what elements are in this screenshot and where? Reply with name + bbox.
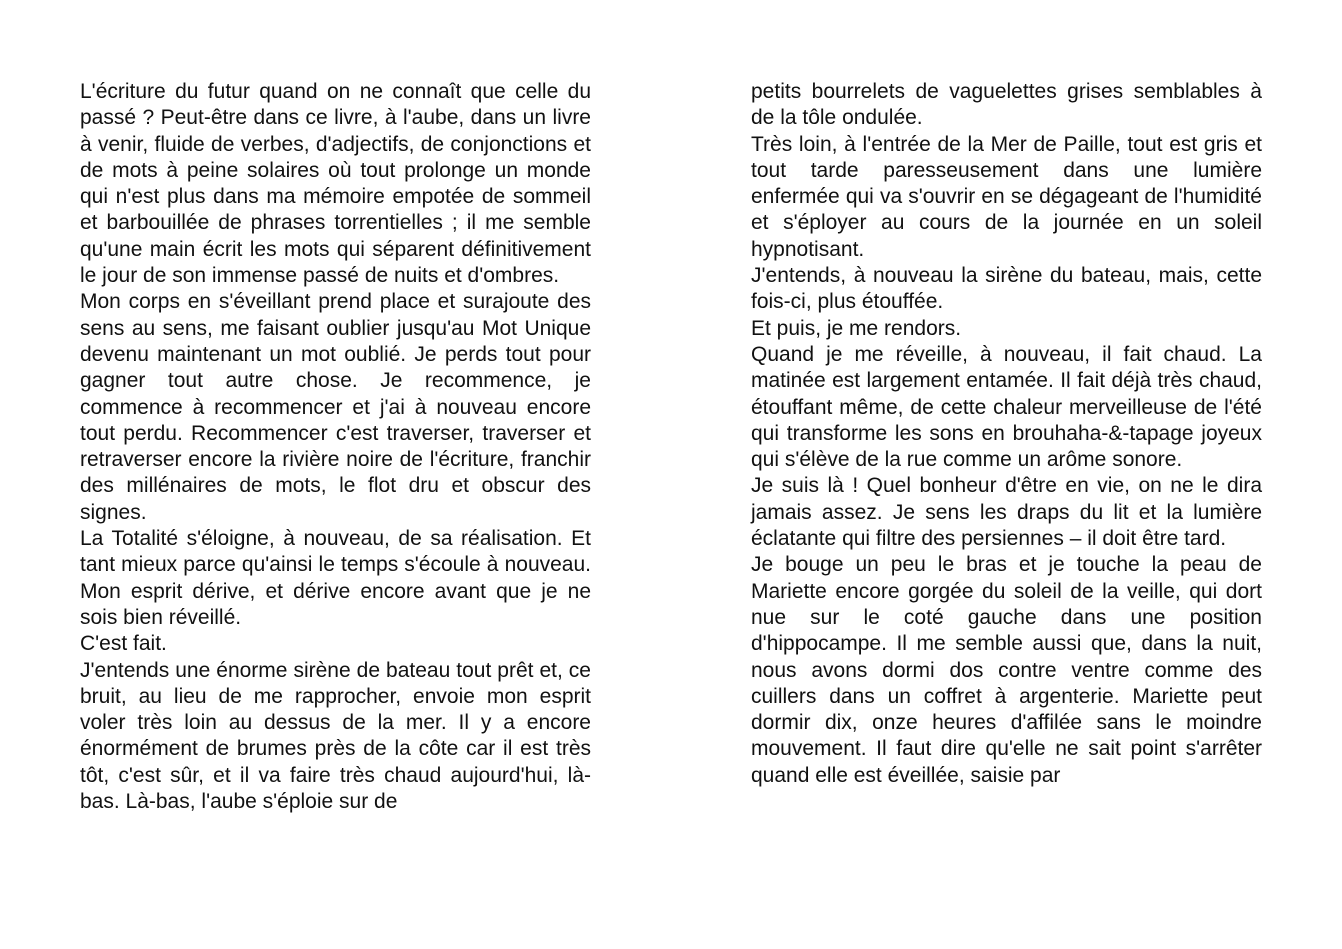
right-page bbox=[751, 79, 1262, 789]
right-paragraph-1: petits bourrelets de vaguelettes grises semblables à de la tôle ondulée. bbox=[751, 80, 1262, 130]
left-page bbox=[80, 79, 591, 815]
left-paragraph-3: La Totalité s'éloigne, à nouveau, de sa réalisation. Et tant mieux parce qu'ainsi le temps s'écoule à nouveau. Mon esprit dérive, et dérive encore avant que je ne sois bien réveillé. bbox=[80, 527, 591, 629]
left-paragraph-4: C'est fait. bbox=[80, 632, 167, 656]
left-paragraph-2: Mon corps en s'éveillant prend place et surajoute des sens au sens, me faisant oublier jusqu'au Mot Unique devenu maintenant un mot oublié. Je perds tout pour gagner tout autre chose. Je recommence, je commence à recommencer et j'ai à nouveau encore tout perdu. Recommencer c'est traverser, traverser et retraverser encore la rivière noire de l'écriture, franchir des millénaires de mots, le flot dru et obscur des signes. bbox=[80, 290, 591, 524]
right-paragraph-7: Je bouge un peu le bras et je touche la peau de Mariette encore gorgée du soleil de la veille, qui dort nue sur le coté gauche dans une position d'hippocampe. Il me semble aussi que, dans la nuit, nous avons dormi dos contre ventre comme des cuillers dans un coffret à argenterie. Mariette peut dormir dix, onze heures d'affilée sans le moindre mouvement. Il faut dire qu'elle ne sait point s'arrêter quand elle est éveillée, saisie par bbox=[751, 553, 1262, 787]
right-paragraph-4: Et puis, je me rendors. bbox=[751, 316, 962, 340]
left-paragraph-1: L'écriture du futur quand on ne connaît que celle du passé ? Peut-être dans ce livre, à l'aube, dans un livre à venir, fluide de verbes, d'adjectifs, de conjonctions et de mots à peine solaires où tout prolonge un monde qui n'est plus dans ma mémoire empotée de sommeil et barbouillée de phrases torrentielles ; il me semble qu'une main écrit les mots qui séparent définitivement le jour de son immense passé de nuits et d'ombres. bbox=[80, 80, 591, 288]
left-paragraph-5: J'entends une énorme sirène de bateau tout prêt et, ce bruit, au lieu de me rapprocher, envoie mon esprit voler très loin au dessus de la mer. Il y a encore énormément de brumes près de la côte car il est très tôt, c'est sûr, et il va faire très chaud aujourd'hui, là-bas. Là-bas, l'aube s'éploie sur de bbox=[80, 658, 591, 814]
right-paragraph-3: J'entends, à nouveau la sirène du bateau, mais, cette fois-ci, plus étouffée. bbox=[751, 264, 1262, 314]
right-paragraph-2: Très loin, à l'entrée de la Mer de Paille, tout est gris et tout tarde paresseusement dans une lumière enfermée qui va s'ouvrir en se dégageant de l'humidité et s'éployer au cours de la journée en un soleil hypnotisant. bbox=[751, 132, 1262, 261]
right-paragraph-6: Je suis là ! Quel bonheur d'être en vie, on ne le dira jamais assez. Je sens les draps du lit et la lumière éclatante qui filtre des persiennes – il doit être tard. bbox=[751, 474, 1262, 551]
right-paragraph-5: Quand je me réveille, à nouveau, il fait chaud. La matinée est largement entamée. Il fait déjà très chaud, étouffant même, de cette chaleur merveilleuse de l'été qui transforme les sons en brouhaha-&-tapage joyeux qui s'élève de la rue comme un arôme sonore. bbox=[751, 342, 1262, 472]
